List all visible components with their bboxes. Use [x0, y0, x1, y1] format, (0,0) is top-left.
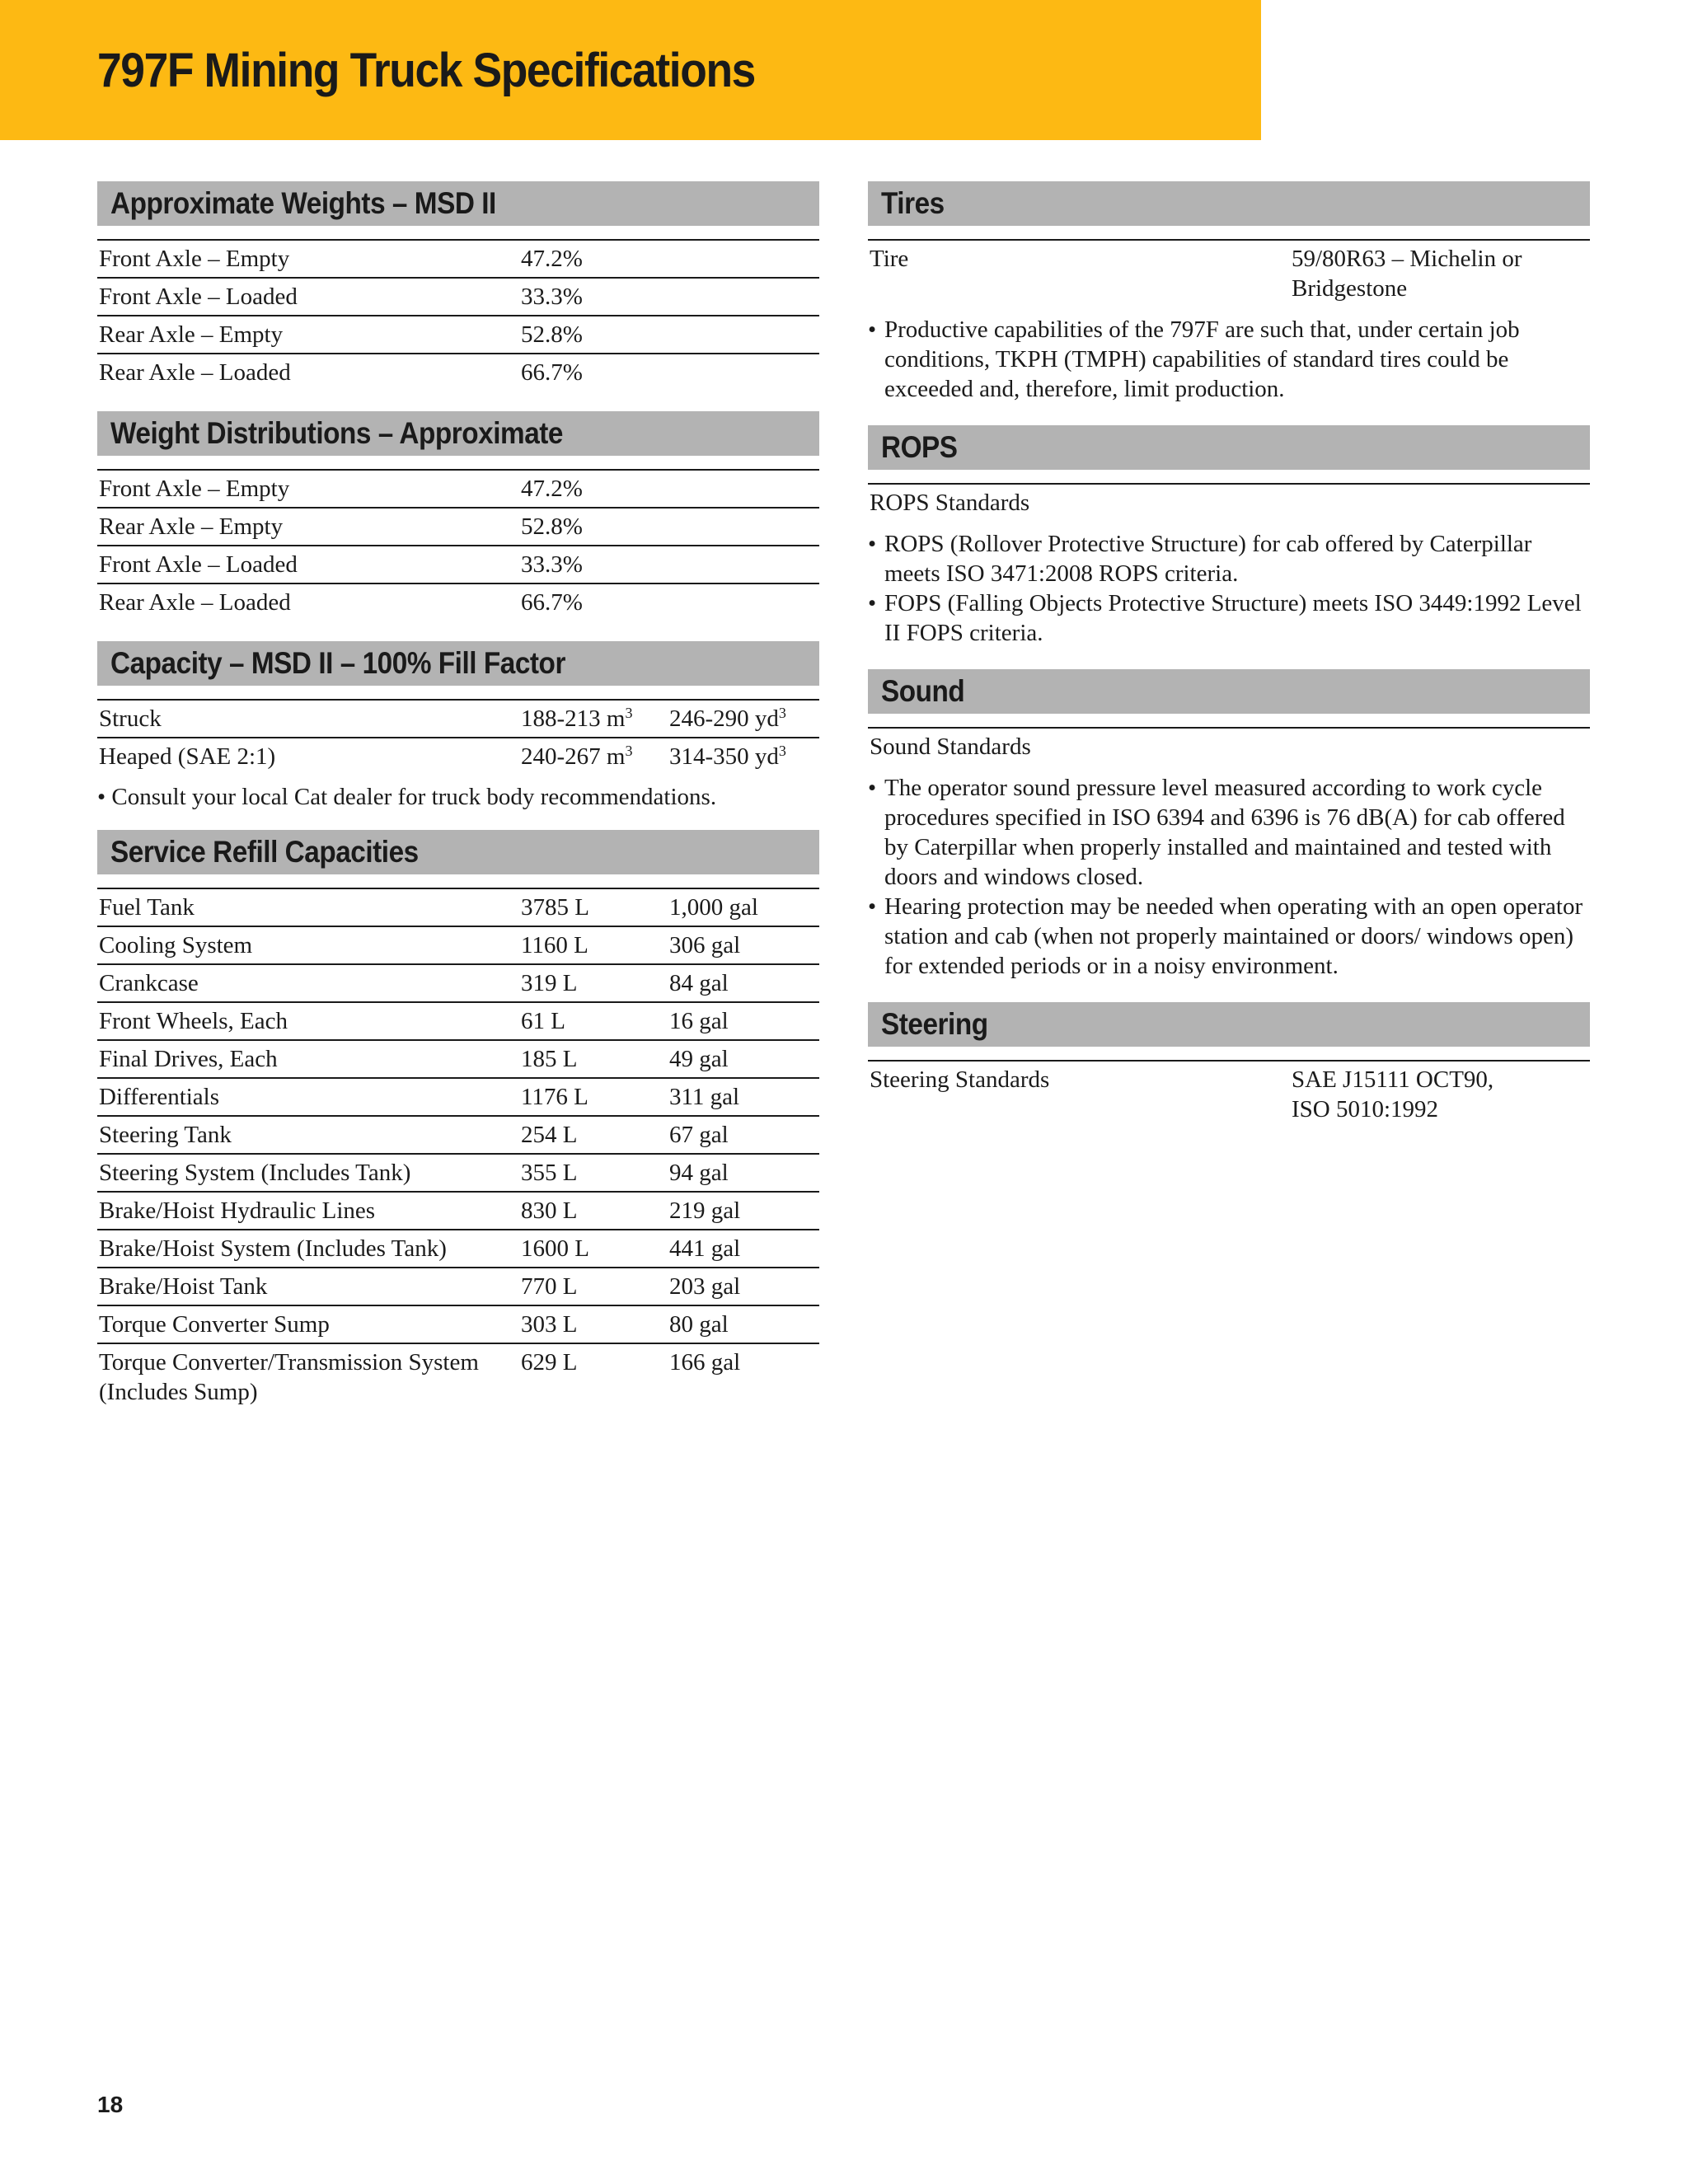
table-row: Cooling System 1160 L 306 gal — [97, 927, 819, 965]
section-heading-weight-distributions: Weight Distributions – Approximate — [97, 411, 819, 456]
table-row: Fuel Tank 3785 L 1,000 gal — [97, 889, 819, 927]
right-column — [868, 181, 1590, 1127]
table-row: Rear Axle – Empty 52.8% — [97, 316, 819, 354]
section-heading-service-refill: Service Refill Capacities — [97, 830, 819, 874]
list-item: • Hearing protection may be needed when operating with an open operator station and cab (when not properly maintained or doors/ windows open) for extended periods or in a noisy environment. — [868, 892, 1590, 981]
table-row: Brake/Hoist Hydraulic Lines 830 L 219 gal — [97, 1193, 819, 1230]
table-row: Brake/Hoist System (Includes Tank) 1600 L 441 gal — [97, 1230, 819, 1268]
section-heading-capacity: Capacity – MSD II – 100% Fill Factor — [97, 641, 819, 686]
page-title: 797F Mining Truck Specifications — [97, 44, 755, 97]
table-row: Heaped (SAE 2:1) 240-267 $m^3$ 314-350 $yd^3$ — [99, 743, 786, 770]
list-item: • Productive capabilities of the 797F are such that, under certain job conditions, TKPH (TMPH) capabilities of standard tires could be exceeded and, therefore, limit production. — [868, 315, 1590, 404]
weight-distributions-table — [97, 469, 819, 621]
table-row: Front Axle – Loaded 33.3% — [97, 546, 819, 584]
tires-notes — [868, 315, 1590, 404]
sound-notes — [868, 773, 1590, 981]
service-refill-table — [97, 888, 819, 1410]
section-heading-steering: Steering — [868, 1002, 1590, 1047]
approx-weights-table — [97, 239, 819, 391]
table-row: Final Drives, Each 185 L 49 gal — [97, 1041, 819, 1079]
capacity-table — [97, 699, 819, 776]
table-row: Steering Tank 254 L 67 gal — [97, 1117, 819, 1155]
tire-row: Tire 59/80R63 – Michelin or Bridgestone — [868, 239, 1590, 307]
table-row: Front Axle – Empty 47.2% — [97, 241, 819, 279]
table-row: Front Wheels, Each 61 L 16 gal — [97, 1003, 819, 1041]
list-item: • ROPS (Rollover Protective Structure) for cab offered by Caterpillar meets ISO 3471:2008 ROPS criteria. — [868, 529, 1590, 588]
sound-standards-row: Sound Standards — [868, 727, 1590, 765]
page-number: 18 — [97, 2092, 124, 2117]
section-heading-tires: Tires — [868, 181, 1590, 226]
table-row: Struck 188-213 $m^3$ 246-290 $yd^3$ — [97, 701, 819, 738]
table-row: Brake/Hoist Tank 770 L 203 gal — [97, 1268, 819, 1306]
steering-standards-row: Steering Standards SAE J15111 OCT90, ISO 5010:1992 — [868, 1060, 1590, 1127]
rops-notes — [868, 529, 1590, 648]
title-banner — [0, 0, 1261, 140]
table-row: Differentials 1176 L 311 gal — [97, 1079, 819, 1117]
table-row: Front Axle – Loaded 33.3% — [97, 279, 819, 316]
section-heading-sound: Sound — [868, 669, 1590, 714]
rops-standards-row: ROPS Standards — [868, 483, 1590, 521]
table-row: Rear Axle – Loaded 66.7% — [99, 589, 583, 616]
capacity-note: • Consult your local Cat dealer for truck body recommendations. — [97, 784, 717, 810]
list-item: • FOPS (Falling Objects Protective Structure) meets ISO 3449:1992 Level II FOPS criteria. — [868, 588, 1590, 648]
table-row: Front Axle – Empty 47.2% — [97, 471, 819, 509]
table-row: Rear Axle – Empty 52.8% — [97, 509, 819, 546]
table-row: Crankcase 319 L 84 gal — [97, 965, 819, 1003]
left-column — [97, 181, 819, 1410]
table-row: Steering System (Includes Tank) 355 L 94 gal — [97, 1155, 819, 1193]
table-row: Rear Axle – Loaded 66.7% — [99, 359, 583, 386]
section-heading-rops: ROPS — [868, 425, 1590, 470]
section-heading-approx-weights: Approximate Weights – MSD II — [97, 181, 819, 226]
table-row: Torque Converter/Transmission System (Includes Sump) 629 L 166 gal — [99, 1349, 741, 1405]
list-item: • The operator sound pressure level measured according to work cycle procedures specified in ISO 6394 and 6396 is 76 dB(A) for cab offered by Caterpillar when properly installed and maintained and tested with doors and windows closed. — [868, 773, 1590, 892]
table-row: Torque Converter Sump 303 L 80 gal — [97, 1306, 819, 1344]
